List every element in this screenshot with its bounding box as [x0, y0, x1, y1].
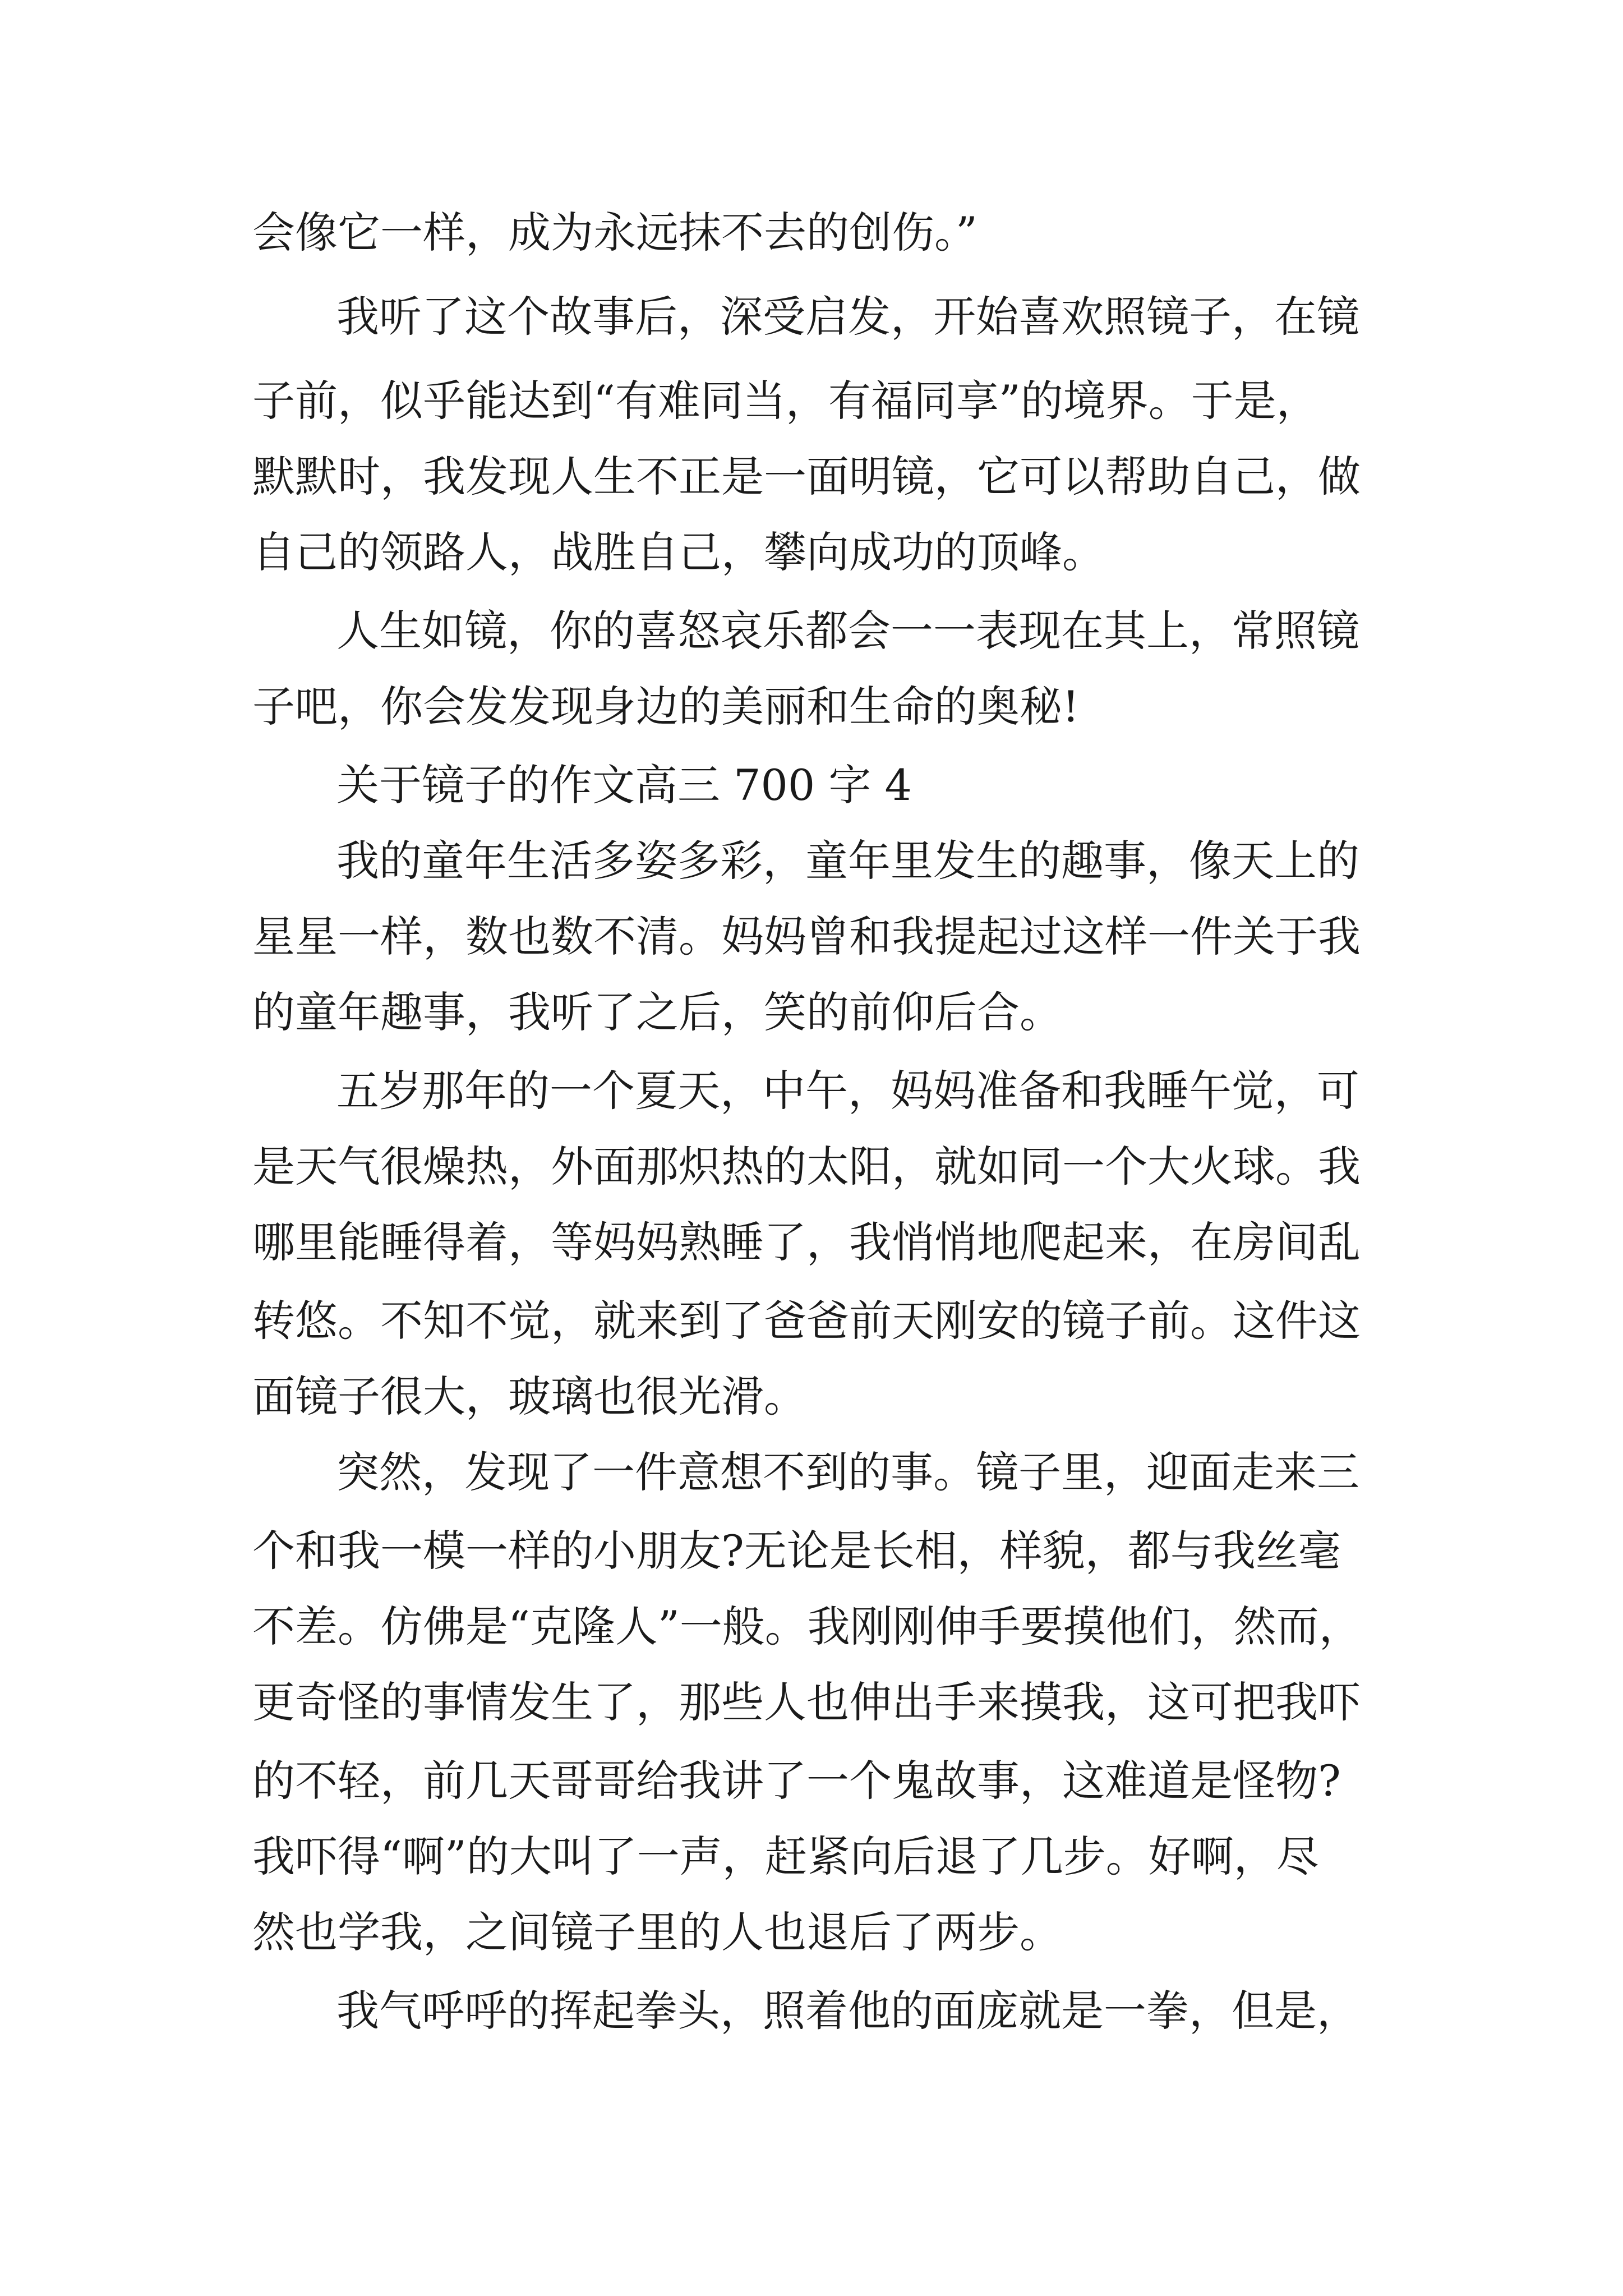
text-line: 是天气很燥热，外面那炽热的太阳，就如同一个大火球。我 [252, 1142, 1361, 1191]
text-line: 个和我一模一样的小朋友?无论是长相，样貌，都与我丝毫 [252, 1526, 1341, 1576]
text-line: 哪里能睡得着，等妈妈熟睡了，我悄悄地爬起来，在房间乱 [252, 1217, 1361, 1267]
text-line: 子前，似乎能达到“有难同当，有福同享”的境界。于是， [252, 376, 1319, 426]
text-line: 更奇怪的事情发生了，那些人也伸出手来摸我，这可把我吓 [252, 1677, 1361, 1727]
text-line: 五岁那年的一个夏天，中午，妈妈准备和我睡午觉，可 [336, 1066, 1359, 1116]
section-heading: 关于镜子的作文高三 700 字 4 [336, 760, 912, 810]
text-line: 突然，发现了一件意想不到的事。镜子里，迎面走来三 [336, 1447, 1359, 1497]
text-line: 转悠。不知不觉，就来到了爸爸前天刚安的镜子前。这件这 [252, 1296, 1361, 1346]
text-line: 人生如镜，你的喜怒哀乐都会一一表现在其上，常照镜 [336, 606, 1359, 656]
text-line: 子吧，你会发发现身边的美丽和生命的奥秘! [252, 682, 1080, 731]
text-line: 自己的领路人，战胜自己，攀向成功的顶峰。 [252, 527, 1105, 577]
text-line: 我听了这个故事后，深受启发，开始喜欢照镜子，在镜 [336, 292, 1359, 342]
text-line: 星星一样，数也数不清。妈妈曾和我提起过这样一件关于我 [252, 912, 1361, 961]
text-line: 我吓得“啊”的大叫了一声，赶紧向后退了几步。好啊，尽 [252, 1832, 1319, 1881]
text-line: 我的童年生活多姿多彩，童年里发生的趣事，像天上的 [336, 836, 1359, 886]
text-line: 的童年趣事，我听了之后，笑的前仰后合。 [252, 987, 1062, 1037]
text-line: 不差。仿佛是“克隆人”一般。我刚刚伸手要摸他们，然而， [252, 1602, 1362, 1651]
text-line: 然也学我，之间镜子里的人也退后了两步。 [252, 1907, 1062, 1957]
text-line: 的不轻，前几天哥哥给我讲了一个鬼故事，这难道是怪物? [252, 1756, 1341, 1806]
text-line: 会像它一样，成为永远抹不去的创伤。” [252, 208, 978, 257]
text-line: 面镜子很大，玻璃也很光滑。 [252, 1372, 806, 1421]
text-line: 我气呼呼的挥起拳头，照着他的面庞就是一拳，但是， [336, 1986, 1359, 2036]
text-line: 默默时，我发现人生不正是一面明镜，它可以帮助自己，做 [252, 452, 1361, 501]
